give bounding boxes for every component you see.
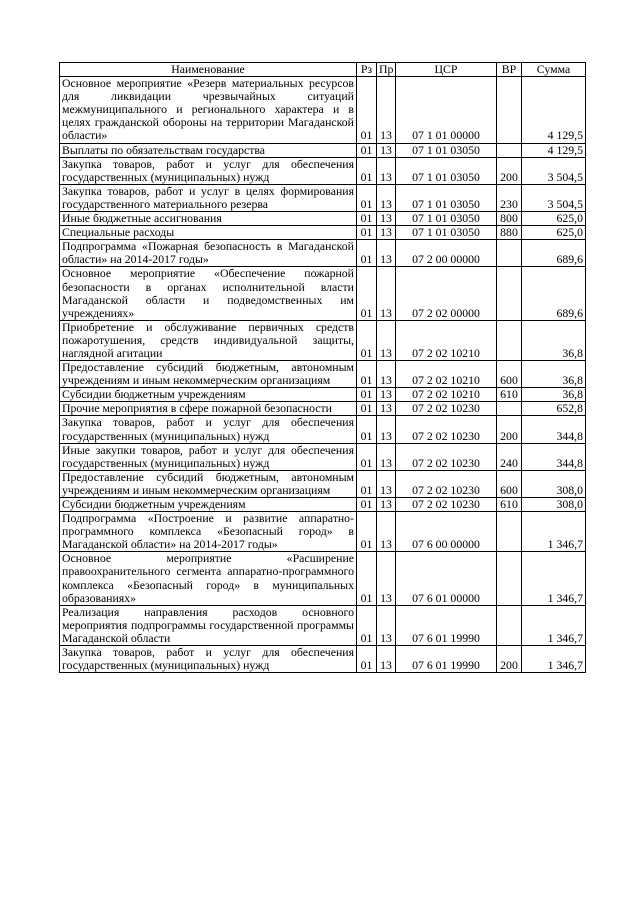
row-vr: 600 (497, 361, 522, 388)
row-csr: 07 2 02 10230 (396, 416, 497, 443)
row-rz: 01 (357, 157, 377, 184)
table-row (60, 361, 586, 388)
row-sum: 344,8 (522, 416, 586, 443)
row-rz: 01 (357, 212, 377, 226)
row-rz: 01 (357, 443, 377, 470)
row-pr: 13 (377, 212, 396, 226)
row-vr: 240 (497, 443, 522, 470)
header-rz: Рз (357, 63, 377, 77)
row-name: Основное мероприятие «Обеспечение пожарной безопасности в органах исполнительной власти Магаданской области и подведомственных им учреждениях» (60, 267, 357, 320)
row-pr: 13 (377, 402, 396, 416)
row-rz: 01 (357, 184, 377, 211)
row-pr: 13 (377, 143, 396, 157)
row-vr: 200 (497, 646, 522, 673)
row-name: Подпрограмма «Построение и развитие аппаратно-программного комплекса «Безопасный город» в Магаданской области» на 2014-2017 годы» (60, 512, 357, 552)
row-pr: 13 (377, 361, 396, 388)
row-sum: 1 346,7 (522, 552, 586, 605)
row-csr: 07 2 02 10230 (396, 402, 497, 416)
table-row (60, 77, 586, 143)
table-row (60, 512, 586, 552)
row-vr (497, 77, 522, 143)
row-sum: 1 346,7 (522, 512, 586, 552)
row-csr: 07 1 01 03050 (396, 184, 497, 211)
row-csr: 07 2 02 10210 (396, 388, 497, 402)
row-name: Иные бюджетные ассигнования (60, 212, 357, 226)
row-rz: 01 (357, 470, 377, 497)
row-sum: 308,0 (522, 498, 586, 512)
row-rz: 01 (357, 498, 377, 512)
row-rz: 01 (357, 320, 377, 360)
table-row (60, 646, 586, 673)
row-sum: 36,8 (522, 361, 586, 388)
row-vr (497, 402, 522, 416)
row-csr: 07 6 00 00000 (396, 512, 497, 552)
row-rz: 01 (357, 143, 377, 157)
row-name: Подпрограмма «Пожарная безопасность в Магаданской области» на 2014-2017 годы» (60, 240, 357, 267)
row-name: Закупка товаров, работ и услуг для обеспечения государственных (муниципальных) нужд (60, 416, 357, 443)
table-row (60, 470, 586, 497)
table-row (60, 443, 586, 470)
row-sum: 344,8 (522, 443, 586, 470)
row-vr: 610 (497, 388, 522, 402)
row-name: Субсидии бюджетным учреждениям (60, 388, 357, 402)
row-vr: 610 (497, 498, 522, 512)
row-sum: 689,6 (522, 240, 586, 267)
row-pr: 13 (377, 470, 396, 497)
row-vr: 230 (497, 184, 522, 211)
table-row (60, 267, 586, 320)
row-rz: 01 (357, 416, 377, 443)
row-rz: 01 (357, 605, 377, 645)
row-name: Субсидии бюджетным учреждениям (60, 498, 357, 512)
row-name: Специальные расходы (60, 226, 357, 240)
row-sum: 1 346,7 (522, 646, 586, 673)
table-row (60, 402, 586, 416)
row-csr: 07 1 01 03050 (396, 212, 497, 226)
row-vr (497, 605, 522, 645)
row-csr: 07 2 02 10210 (396, 361, 497, 388)
row-csr: 07 2 02 10230 (396, 470, 497, 497)
row-vr: 800 (497, 212, 522, 226)
row-name: Закупка товаров, работ и услуг в целях формирования государственного материального резерва (60, 184, 357, 211)
row-sum: 1 346,7 (522, 605, 586, 645)
row-csr: 07 2 00 00000 (396, 240, 497, 267)
table-row (60, 143, 586, 157)
row-rz: 01 (357, 388, 377, 402)
row-name: Предоставление субсидий бюджетным, автономным учреждениям и иным некоммерческим организациям (60, 361, 357, 388)
row-pr: 13 (377, 184, 396, 211)
row-vr (497, 552, 522, 605)
row-csr: 07 1 01 00000 (396, 77, 497, 143)
row-name: Прочие мероприятия в сфере пожарной безопасности (60, 402, 357, 416)
row-name: Закупка товаров, работ и услуг для обеспечения государственных (муниципальных) нужд (60, 157, 357, 184)
header-csr: ЦСР (396, 63, 497, 77)
row-vr (497, 240, 522, 267)
table-body (60, 77, 586, 673)
row-rz: 01 (357, 267, 377, 320)
row-name: Предоставление субсидий бюджетным, автономным учреждениям и иным некоммерческим организациям (60, 470, 357, 497)
table-row (60, 498, 586, 512)
row-rz: 01 (357, 646, 377, 673)
row-csr: 07 2 02 10230 (396, 498, 497, 512)
row-vr (497, 267, 522, 320)
table-row (60, 240, 586, 267)
row-pr: 13 (377, 498, 396, 512)
row-pr: 13 (377, 157, 396, 184)
row-name: Реализация направления расходов основного мероприятия подпрограммы государственной программы Магаданской области (60, 605, 357, 645)
row-csr: 07 1 01 03050 (396, 143, 497, 157)
header-pr: Пр (377, 63, 396, 77)
row-sum: 3 504,5 (522, 157, 586, 184)
table-row (60, 605, 586, 645)
row-pr: 13 (377, 320, 396, 360)
row-csr: 07 2 02 10210 (396, 320, 497, 360)
row-pr: 13 (377, 388, 396, 402)
row-rz: 01 (357, 226, 377, 240)
row-vr: 600 (497, 470, 522, 497)
table-header-row (60, 63, 586, 77)
row-rz: 01 (357, 552, 377, 605)
table-row (60, 226, 586, 240)
row-csr: 07 6 01 19990 (396, 646, 497, 673)
row-vr (497, 320, 522, 360)
header-name: Наименование (60, 63, 357, 77)
row-sum: 308,0 (522, 470, 586, 497)
table-row (60, 416, 586, 443)
row-pr: 13 (377, 605, 396, 645)
header-vr: ВР (497, 63, 522, 77)
row-sum: 36,8 (522, 388, 586, 402)
row-name: Закупка товаров, работ и услуг для обеспечения государственных (муниципальных) нужд (60, 646, 357, 673)
table-row (60, 320, 586, 360)
row-pr: 13 (377, 77, 396, 143)
table-row (60, 388, 586, 402)
row-sum: 4 129,5 (522, 77, 586, 143)
row-name: Выплаты по обязательствам государства (60, 143, 357, 157)
table-row (60, 552, 586, 605)
row-csr: 07 1 01 03050 (396, 157, 497, 184)
row-rz: 01 (357, 361, 377, 388)
row-sum: 3 504,5 (522, 184, 586, 211)
row-csr: 07 1 01 03050 (396, 226, 497, 240)
row-vr (497, 143, 522, 157)
row-csr: 07 6 01 19990 (396, 605, 497, 645)
row-pr: 13 (377, 512, 396, 552)
row-rz: 01 (357, 240, 377, 267)
table-row (60, 157, 586, 184)
row-vr: 880 (497, 226, 522, 240)
row-sum: 625,0 (522, 226, 586, 240)
row-vr: 200 (497, 157, 522, 184)
row-name: Приобретение и обслуживание первичных средств пожаротушения, средств индивидуальной защиты, наглядной агитации (60, 320, 357, 360)
row-csr: 07 2 02 00000 (396, 267, 497, 320)
row-sum: 652,8 (522, 402, 586, 416)
row-name: Основное мероприятие «Резерв материальных ресурсов для ликвидации чрезвычайных ситуаций межмуниципального и регионального характера и в целях гражданской обороны на территории Магаданской области» (60, 77, 357, 143)
row-sum: 4 129,5 (522, 143, 586, 157)
budget-table (59, 62, 586, 673)
row-pr: 13 (377, 443, 396, 470)
row-pr: 13 (377, 416, 396, 443)
row-vr: 200 (497, 416, 522, 443)
row-csr: 07 6 01 00000 (396, 552, 497, 605)
table-row (60, 212, 586, 226)
row-rz: 01 (357, 512, 377, 552)
row-vr (497, 512, 522, 552)
row-pr: 13 (377, 646, 396, 673)
row-name: Основное мероприятие «Расширение правоохранительного сегмента аппаратно-программного комплекса «Безопасный город» в муниципальных образованиях» (60, 552, 357, 605)
row-sum: 36,8 (522, 320, 586, 360)
table-row (60, 184, 586, 211)
row-sum: 689,6 (522, 267, 586, 320)
row-name: Иные закупки товаров, работ и услуг для обеспечения государственных (муниципальных) нужд (60, 443, 357, 470)
row-pr: 13 (377, 240, 396, 267)
row-pr: 13 (377, 267, 396, 320)
row-rz: 01 (357, 402, 377, 416)
row-rz: 01 (357, 77, 377, 143)
row-pr: 13 (377, 226, 396, 240)
row-sum: 625,0 (522, 212, 586, 226)
row-pr: 13 (377, 552, 396, 605)
row-csr: 07 2 02 10230 (396, 443, 497, 470)
header-sum: Сумма (522, 63, 586, 77)
